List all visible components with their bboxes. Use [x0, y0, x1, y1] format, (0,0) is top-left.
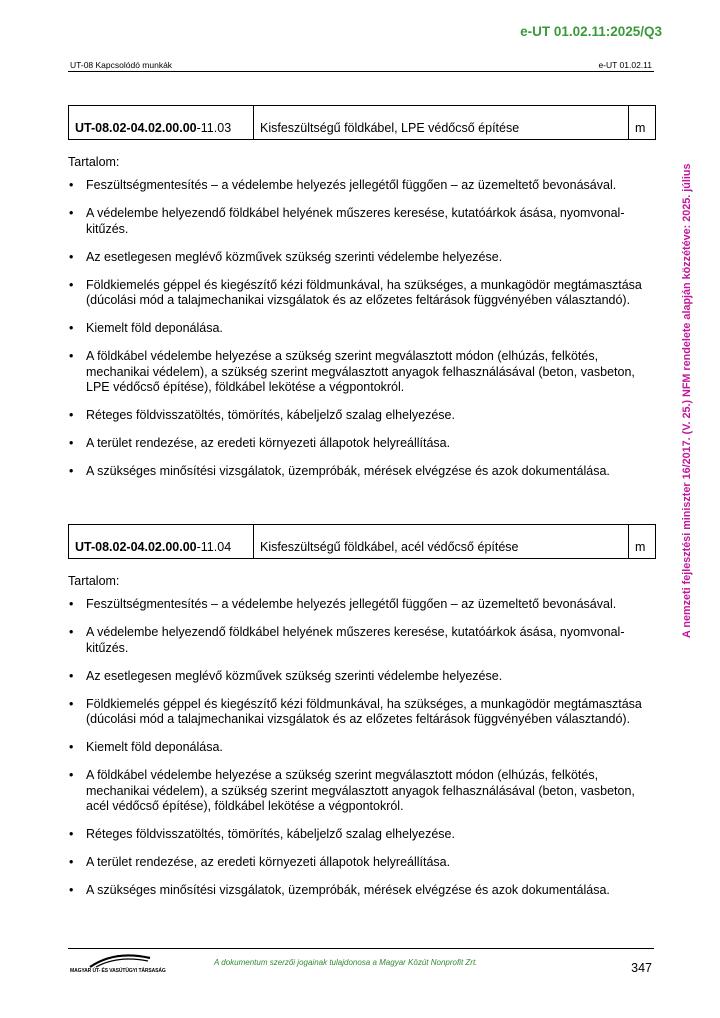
tartalom-label: Tartalom:: [68, 155, 120, 169]
list-item: • A védelembe helyezendő földkábel helyének műszeres keresése, kutatóárkok ásása, nyomvonal-kitűzés.: [69, 625, 625, 655]
work-item-2: [68, 524, 656, 911]
section-header: UT-08 Kapcsolódó munkák: [70, 60, 173, 70]
list-item: • A földkábel védelembe helyezése a szükség szerint megválasztott módon (elhúzás, felkötés, mechanikai védelem), a szükség szerint megválasztott anyagok felhasználásával (beton, vasbeton, LPE védőcső építése), földkábel lekötése a végpontokról.: [69, 349, 635, 394]
list-item: • A szükséges minősítési vizsgálatok, üzempróbák, mérések elvégzése és azok dokumentálása.: [69, 464, 610, 478]
header-divider: [68, 71, 654, 72]
item-unit: m: [629, 525, 656, 559]
item-code-suffix: -11.04: [196, 540, 232, 554]
item-code-cell: [69, 106, 254, 140]
organization-logo: [70, 952, 165, 974]
publication-side-note: A nemzeti fejlesztési miniszter 16/2017. (V. 25.) NFM rendelete alapján közzétéve: 2025. július: [681, 163, 693, 638]
list-item: • Kiemelt föld deponálása.: [69, 321, 223, 335]
list-item: • A védelembe helyezendő földkábel helyének műszeres keresése, kutatóárkok ásása, nyomvonal-kitűzés.: [69, 206, 625, 236]
item-title: Kisfeszültségű földkábel, LPE védőcső építése: [254, 106, 629, 140]
list-item: • Réteges földvisszatöltés, tömörítés, kábeljelző szalag elhelyezése.: [69, 827, 455, 841]
list-item: • Az esetlegesen meglévő közművek szükség szerinti védelembe helyezése.: [69, 668, 503, 683]
item-code: UT-08.02-04.02.00.00: [75, 540, 197, 554]
list-item: • Földkiemelés géppel és kiegészítő kézi földmunkával, ha szükséges, a munkagödör megtámasztása (dúcolási mód a talajmechanikai vizsgálatok és az előzetes feltárások függvényében választandó).: [69, 696, 642, 726]
list-item: • Feszültségmentesítés – a védelembe helyezés jellegétől függően – az üzemeltető bevonásával.: [69, 597, 617, 611]
list-item: • Feszültségmentesítés – a védelembe helyezés jellegétől függően – az üzemeltető bevonásával.: [69, 178, 617, 192]
list-item: • Kiemelt föld deponálása.: [69, 740, 223, 754]
work-item-1: [68, 105, 656, 492]
page-number: 347: [631, 961, 652, 975]
document-code: e-UT 01.02.11:2025/Q3: [520, 24, 662, 39]
list-item: • Az esetlegesen meglévő közművek szükség szerinti védelembe helyezése.: [69, 249, 503, 264]
content-list: [68, 597, 656, 899]
list-item: • A földkábel védelembe helyezése a szükség szerint megválasztott módon (elhúzás, felkötés, mechanikai védelem), a szükség szerint megválasztott anyagok felhasználásával (beton, vasbeton, acél védőcső építése), földkábel lekötése a végpontokról.: [69, 768, 635, 813]
tartalom-label: Tartalom:: [68, 574, 120, 588]
item-code: UT-08.02-04.02.00.00: [75, 121, 197, 135]
item-code-suffix: -11.03: [196, 121, 232, 135]
list-item: • Földkiemelés géppel és kiegészítő kézi földmunkával, ha szükséges, a munkagödör megtámasztása (dúcolási mód a talajmechanikai vizsgálatok és az előzetes feltárások függvényében választandó).: [69, 277, 642, 307]
logo-arc-icon: [70, 952, 165, 968]
logo-text: MAGYAR ÚT- ÉS VASÚTÜGYI TÁRSASÁG: [70, 968, 166, 974]
list-item: • Réteges földvisszatöltés, tömörítés, kábeljelző szalag elhelyezése.: [69, 408, 455, 422]
copyright-notice: A dokumentum szerzői jogainak tulajdonosa a Magyar Közút Nonprofit Zrt.: [214, 958, 478, 967]
content-list: [68, 178, 656, 480]
item-unit: m: [629, 106, 656, 140]
item-title: Kisfeszültségű földkábel, acél védőcső építése: [254, 525, 629, 559]
footer-divider: [68, 948, 654, 949]
list-item: • A terület rendezése, az eredeti környezeti állapotok helyreállítása.: [69, 436, 451, 450]
item-code-cell: [69, 525, 254, 559]
item-header-table: [68, 524, 656, 559]
item-header-table: [68, 105, 656, 140]
list-item: • A terület rendezése, az eredeti környezeti állapotok helyreállítása.: [69, 855, 451, 869]
document-reference: e-UT 01.02.11: [598, 60, 652, 70]
list-item: • A szükséges minősítési vizsgálatok, üzempróbák, mérések elvégzése és azok dokumentálása.: [69, 883, 610, 897]
